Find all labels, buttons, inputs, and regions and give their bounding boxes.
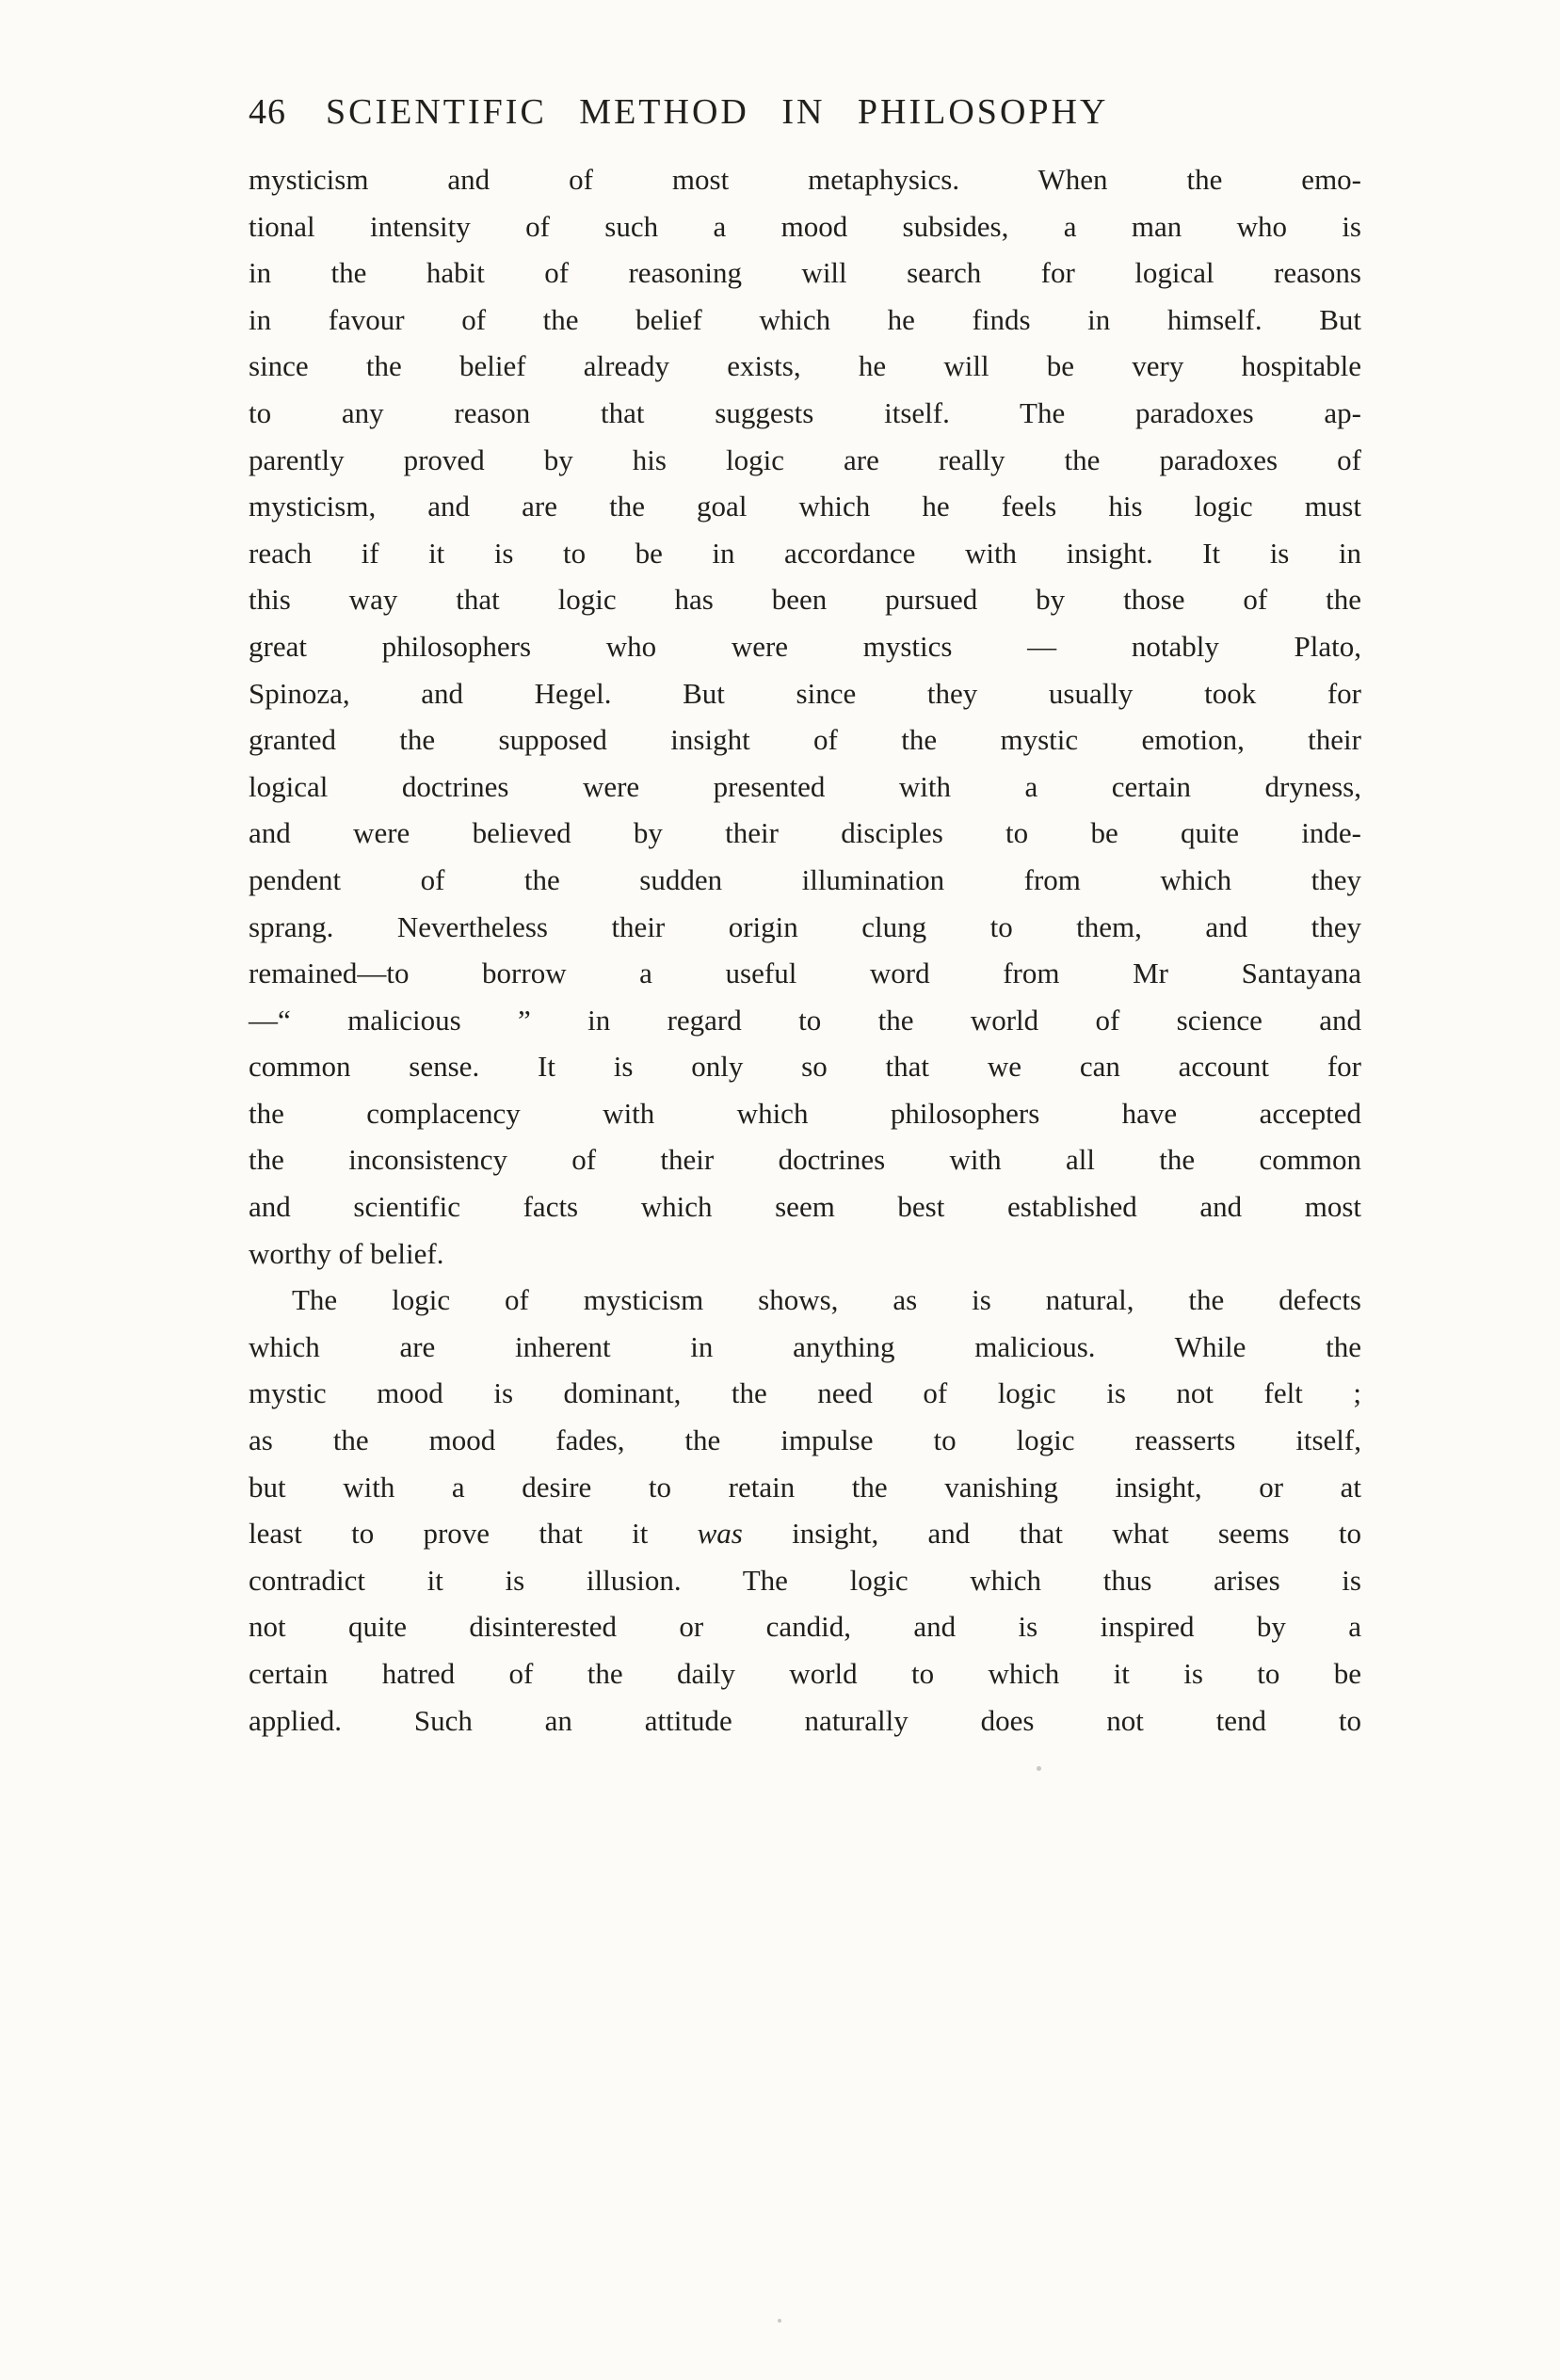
text-segment: Spinoza, and Hegel. But since they usually took for (249, 676, 1361, 710)
text-line (249, 437, 1361, 484)
text-line (249, 390, 1361, 437)
text-segment: great philosophers who were mystics — notably Plato, (249, 629, 1361, 663)
text-line (249, 1697, 1361, 1745)
text-line (249, 1324, 1361, 1371)
text-segment: granted the supposed insight of the mystic emotion, their (249, 723, 1361, 757)
text-line (249, 1557, 1361, 1604)
text-segment: and scientific facts which seem best established and most (249, 1190, 1361, 1224)
text-segment: insight, and that what seems to (742, 1517, 1361, 1551)
text-line (249, 623, 1361, 670)
text-segment: least to prove that it (249, 1517, 698, 1551)
text-segment: logical doctrines were presented with a certain dryness, (249, 769, 1361, 803)
text-segment: in favour of the belief which he finds in himself. But (249, 302, 1361, 336)
text-block (249, 156, 1361, 1744)
text-segment: since the belief already exists, he will be very hospitable (249, 349, 1361, 383)
text-line (249, 997, 1361, 1044)
text-segment: common sense. It is only so that we can account for (249, 1050, 1361, 1084)
text-line (249, 1090, 1361, 1137)
text-line (249, 576, 1361, 623)
text-segment: certain hatred of the daily world to which it is to be (249, 1657, 1361, 1690)
text-line (249, 904, 1361, 951)
scan-artifact (778, 2319, 781, 2323)
text-segment: as the mood fades, the impulse to logic reasserts itself, (249, 1423, 1361, 1457)
text-line (249, 716, 1361, 764)
text-segment: mysticism, and are the goal which he feels his logic must (249, 490, 1361, 523)
paragraph (249, 1277, 1361, 1744)
text-segment: The logic of mysticism shows, as is natural, the defects (292, 1283, 1361, 1317)
text-segment: reach if it is to be in accordance with insight. It is in (249, 536, 1361, 570)
text-line (249, 1230, 1361, 1278)
text-line (249, 156, 1361, 203)
text-segment: worthy of belief. (249, 1236, 444, 1270)
text-line (249, 670, 1361, 717)
paragraph (249, 156, 1361, 1277)
text-line (249, 1464, 1361, 1511)
text-line (249, 1650, 1361, 1697)
text-line (249, 1603, 1361, 1650)
text-segment: pendent of the sudden illumination from which they (249, 862, 1361, 896)
text-segment: sprang. Nevertheless their origin clung to them, and they (249, 909, 1361, 943)
text-segment: in the habit of reasoning will search for logical reasons (249, 256, 1361, 290)
text-line (249, 343, 1361, 390)
text-line (249, 1417, 1361, 1464)
running-title: SCIENTIFIC METHOD IN PHILOSOPHY (326, 92, 1109, 132)
scan-artifact (1037, 1766, 1041, 1771)
text-segment: —“ malicious ” in regard to the world of science and (249, 1003, 1361, 1037)
text-segment: which are inherent in anything malicious. While the (249, 1329, 1361, 1363)
text-segment: and were believed by their disciples to be quite inde- (249, 816, 1361, 850)
italic-text: was (697, 1517, 743, 1551)
text-segment: remained—to borrow a useful word from Mr Santayana (249, 957, 1361, 990)
text-segment: this way that logic has been pursued by those of the (249, 583, 1361, 617)
text-line (249, 203, 1361, 250)
text-line (249, 483, 1361, 530)
text-line (249, 249, 1361, 297)
running-head (249, 92, 1361, 132)
text-segment: to any reason that suggests itself. The paradoxes ap- (249, 395, 1361, 429)
text-line (249, 950, 1361, 997)
text-segment: the complacency with which philosophers have accepted (249, 1096, 1361, 1130)
text-segment: the inconsistency of their doctrines with all the common (249, 1143, 1361, 1177)
text-segment: tional intensity of such a mood subsides, a man who is (249, 209, 1361, 243)
text-line (249, 1510, 1361, 1557)
text-line (249, 1136, 1361, 1183)
text-segment: applied. Such an attitude naturally does not tend to (249, 1703, 1361, 1737)
page-content (249, 92, 1361, 1744)
page-number: 46 (249, 92, 286, 132)
text-segment: not quite disinterested or candid, and is inspired by a (249, 1610, 1361, 1644)
text-line (249, 1183, 1361, 1230)
text-segment: mystic mood is dominant, the need of logic is not felt ; (249, 1376, 1361, 1410)
text-line (249, 764, 1361, 811)
text-segment: mysticism and of most metaphysics. When the emo- (249, 163, 1361, 196)
text-segment: parently proved by his logic are really the paradoxes of (249, 442, 1361, 476)
text-line (249, 530, 1361, 577)
text-segment: contradict it is illusion. The logic which thus arises is (249, 1563, 1361, 1597)
text-segment: but with a desire to retain the vanishing insight, or at (249, 1470, 1361, 1504)
text-line (249, 297, 1361, 344)
text-line (249, 810, 1361, 857)
text-line (249, 1370, 1361, 1417)
text-line (249, 1043, 1361, 1090)
text-line (249, 857, 1361, 904)
text-line (249, 1277, 1361, 1324)
